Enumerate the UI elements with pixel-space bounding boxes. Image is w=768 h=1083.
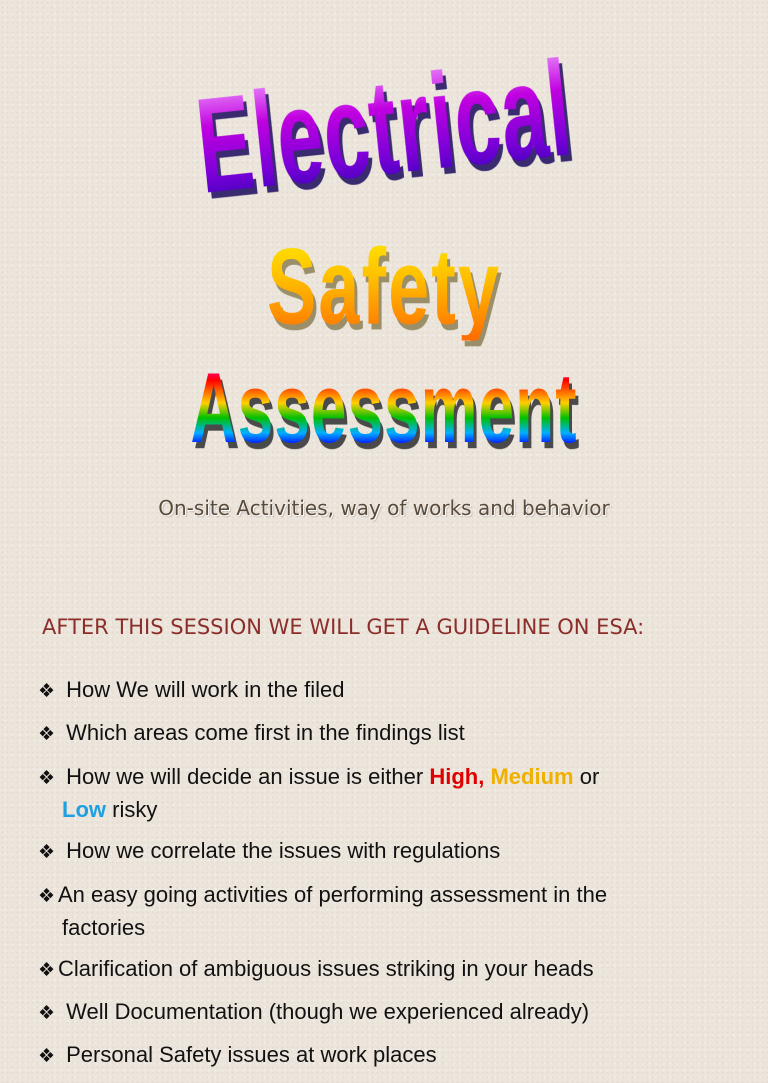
bullet-text-line1: An easy going activities of performing assessment in the [58, 882, 608, 907]
bullet-text: How we correlate the issues with regulations [66, 838, 501, 863]
bullet-text: Which areas come first in the findings list [66, 720, 465, 745]
bullet-item [38, 718, 730, 750]
diamond-bullet-icon: ❖ [38, 842, 56, 863]
diamond-bullet-icon: ❖ [38, 724, 56, 745]
bullet-text-line2: factories [62, 915, 146, 940]
title-safety [0, 226, 768, 347]
bullet-text: How We will work in the filed [66, 677, 345, 702]
diamond-bullet-icon: ❖ [38, 1003, 56, 1024]
wordart-safety: Safety [266, 226, 502, 347]
diamond-bullet-icon: ❖ [38, 768, 56, 789]
bullet-item [38, 675, 730, 707]
diamond-bullet-icon: ❖ [38, 1046, 56, 1067]
bullet-item [38, 1040, 730, 1072]
risk-comma: , [478, 764, 485, 789]
risk-level-medium: Medium [490, 764, 574, 789]
diamond-bullet-icon: ❖ [38, 960, 56, 981]
bullet-item [38, 836, 730, 868]
title-electrical [0, 33, 768, 223]
bullet-list [38, 675, 730, 1083]
bullet-text: Clarification of ambiguous issues striking in your heads [58, 956, 594, 981]
risk-level-low: Low [62, 797, 106, 822]
risk-or: or [579, 764, 600, 789]
bullet-text: Well Documentation (though we experienced already) [66, 999, 590, 1024]
diamond-bullet-icon: ❖ [38, 886, 56, 907]
section-heading: AFTER THIS SESSION WE WILL GET A GUIDELINE ON ESA: [42, 615, 645, 639]
bullet-item [38, 954, 730, 986]
risk-suffix: risky [112, 797, 158, 822]
wordart-assessment: Assessment [190, 352, 578, 464]
risk-continuation [38, 794, 730, 825]
wordart-electrical: Electrical [189, 33, 579, 223]
risk-level-high: High [429, 764, 479, 789]
bullet-item-risk-levels [38, 761, 730, 825]
bullet-item [38, 879, 730, 943]
bullet-text: Personal Safety issues at work places [66, 1042, 437, 1067]
bullet-item [38, 997, 730, 1029]
bullet-text-risk-intro: How we will decide an issue is either [66, 764, 424, 789]
diamond-bullet-icon: ❖ [38, 681, 56, 702]
title-assessment [0, 352, 768, 464]
subtitle: On-site Activities, way of works and behavior [158, 496, 610, 520]
